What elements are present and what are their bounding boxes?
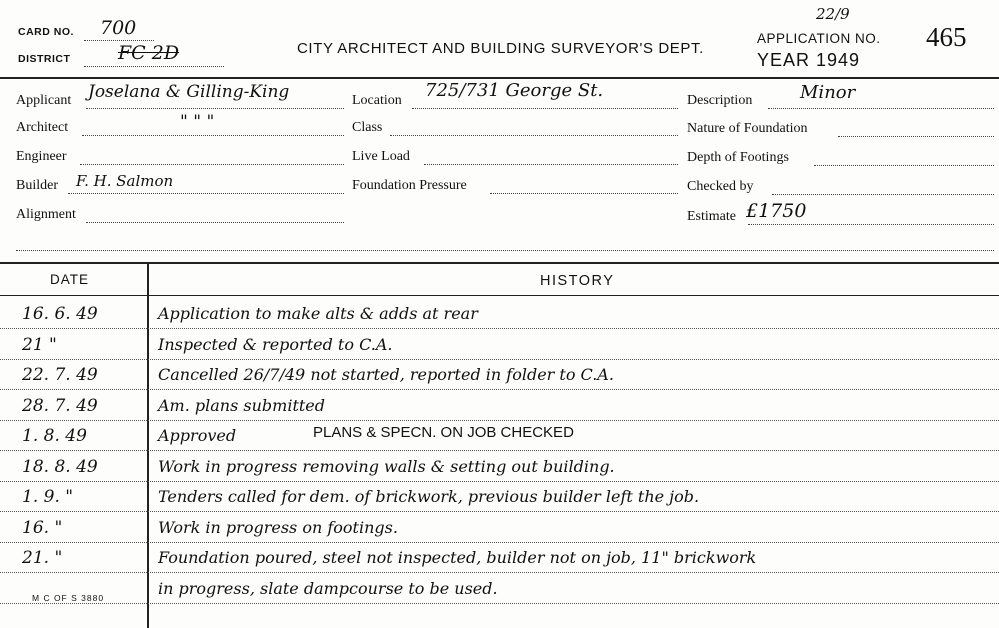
district-label: DISTRICT xyxy=(18,53,71,65)
foundation-pressure-line xyxy=(490,193,678,194)
history-row-line xyxy=(0,328,999,329)
application-ref: 22/9 xyxy=(816,5,850,23)
plans-checked-stamp: PLANS & SPECN. ON JOB CHECKED xyxy=(313,424,574,441)
live-load-line xyxy=(424,164,678,165)
nature-line xyxy=(838,136,994,137)
class-label: Class xyxy=(352,120,383,135)
alignment-label: Alignment xyxy=(16,207,76,222)
history-row-date: 16. " xyxy=(22,517,63,538)
history-row-line xyxy=(0,481,999,482)
history-row-line xyxy=(0,359,999,360)
history-row-line xyxy=(0,542,999,543)
history-row-text: Cancelled 26/7/49 not started, reported in folder to C.A. xyxy=(158,365,614,384)
header-rule xyxy=(0,295,999,296)
history-row-line xyxy=(0,420,999,421)
date-header: DATE xyxy=(50,272,90,287)
history-row-line xyxy=(0,572,999,573)
description-label: Description xyxy=(687,93,753,108)
estimate-line xyxy=(748,224,994,225)
architect-line xyxy=(82,135,344,136)
alignment-line xyxy=(86,222,344,223)
application-label: APPLICATION NO. xyxy=(757,31,881,46)
card-no-value: 700 xyxy=(100,17,137,39)
history-row-date: 16. 6. 49 xyxy=(22,304,98,324)
checked-label: Checked by xyxy=(687,179,754,194)
header-divider xyxy=(0,77,999,79)
dept-title: CITY ARCHITECT AND BUILDING SURVEYOR'S DEPT. xyxy=(297,40,704,57)
history-row-line xyxy=(0,511,999,512)
history-row-line xyxy=(0,603,999,604)
history-row-date: 21. " xyxy=(22,548,63,568)
blank-line xyxy=(16,250,994,251)
builder-value: F. H. Salmon xyxy=(76,172,174,190)
history-row-date: 28. 7. 49 xyxy=(22,395,98,416)
history-row-text: Tenders called for dem. of brickwork, previous builder left the job. xyxy=(158,487,700,506)
history-row-text: Am. plans submitted xyxy=(158,395,326,415)
history-row-text: Approved xyxy=(158,426,237,445)
history-top-rule xyxy=(0,262,999,264)
applicant-label: Applicant xyxy=(16,93,72,108)
builder-line xyxy=(68,193,344,194)
card-no-line xyxy=(84,40,154,41)
application-number: 465 xyxy=(926,22,967,52)
district-line xyxy=(84,66,224,67)
date-column-divider xyxy=(147,264,149,628)
description-value: Minor xyxy=(800,82,856,103)
estimate-label: Estimate xyxy=(687,209,736,224)
history-row-date: 22. 7. 49 xyxy=(22,365,98,385)
engineer-label: Engineer xyxy=(16,149,67,164)
estimate-value: £1750 xyxy=(746,200,807,222)
engineer-line xyxy=(80,164,344,165)
history-row-date: 21 " xyxy=(22,334,57,355)
district-value: FC 2D xyxy=(118,42,180,64)
card-no-label: CARD NO. xyxy=(18,26,74,38)
location-value: 725/731 George St. xyxy=(425,80,604,101)
history-header: HISTORY xyxy=(540,273,615,289)
depth-line xyxy=(814,165,994,166)
depth-label: Depth of Footings xyxy=(687,150,789,165)
history-row-date: 1. 8. 49 xyxy=(22,426,87,446)
history-row-text: in progress, slate dampcourse to be used. xyxy=(158,578,498,598)
architect-label: Architect xyxy=(16,120,69,135)
builder-label: Builder xyxy=(16,178,58,193)
history-row-date: 1. 9. " xyxy=(22,487,74,507)
form-code: M C OF S 3880 xyxy=(32,593,105,603)
foundation-pressure-label: Foundation Pressure xyxy=(352,178,467,193)
history-row-line xyxy=(0,450,999,451)
applicant-value: Joselana & Gilling-King xyxy=(88,82,290,102)
history-row-text: Work in progress removing walls & setting out building. xyxy=(158,456,615,476)
location-line xyxy=(412,108,678,109)
history-row-text: Inspected & reported to C.A. xyxy=(158,334,393,354)
checked-line xyxy=(772,194,994,195)
architect-value: " " " xyxy=(180,112,215,132)
history-row-text: Work in progress on footings. xyxy=(158,517,398,537)
year-label: YEAR 1949 xyxy=(757,50,861,70)
history-row-text: Foundation poured, steel not inspected, builder not on job, 11" brickwork xyxy=(158,548,757,567)
nature-label: Nature of Foundation xyxy=(687,121,808,136)
applicant-line xyxy=(86,108,344,109)
history-row-line xyxy=(0,389,999,390)
live-load-label: Live Load xyxy=(352,149,410,164)
history-row-text: Application to make alts & adds at rear xyxy=(158,304,478,323)
description-line xyxy=(768,108,994,109)
history-row-date: 18. 8. 49 xyxy=(22,456,98,477)
location-label: Location xyxy=(352,93,402,108)
class-line xyxy=(390,135,678,136)
